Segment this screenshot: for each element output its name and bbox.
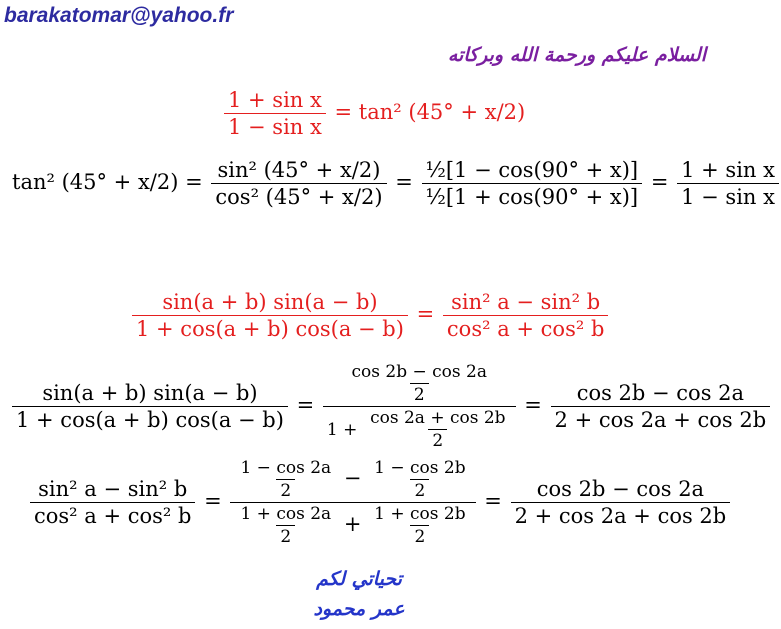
proof-2b-rhs-denominator: 2 + cos 2a + cos 2b: [511, 502, 731, 528]
proof-2b-fraction-c-bottom: 2: [276, 525, 295, 547]
proof-1-term2-numerator: sin² (45° + x/2): [217, 158, 381, 182]
proof-2a-rhs: [551, 381, 771, 432]
proof-2a-lhs-denominator: 1 + cos(a + b) cos(a − b): [12, 406, 288, 432]
proof-2a-middle-numerator-bottom: 2: [410, 383, 429, 405]
identity-2-lhs-numerator: sin(a + b) sin(a − b): [162, 290, 378, 314]
identity-1-lhs: [224, 88, 326, 139]
identity-1-numerator: 1 + sin x: [228, 88, 322, 112]
identity-2: $\frac{\sin(a + b) \sin(a - b)}{1 + \cos(a + b) \cos(a - b)}$ = $\frac{\text{sin² a − sin² b}}{\text{cos² a + cos² b}}$: [130, 290, 610, 341]
proof-2b-fraction-b-bottom: 2: [410, 479, 429, 501]
proof-2b-lhs-denominator: cos² a + cos² b: [30, 502, 195, 528]
proof-2b-fraction-b: [370, 458, 469, 501]
proof-1-term4: [677, 158, 779, 209]
identity-2-rhs-numerator: sin² a − sin² b: [451, 290, 601, 314]
identity-2-lhs: [132, 290, 408, 341]
identity-2-lhs-denominator: 1 + cos(a + b) cos(a − b): [132, 315, 408, 341]
proof-1-term3: [422, 158, 643, 209]
proof-2b-fraction-d-bottom: 2: [410, 525, 429, 547]
footer-author-name: عمر محمود: [313, 598, 405, 620]
proof-2a-middle-numerator: [348, 362, 491, 405]
proof-2b-fraction-d: [370, 504, 469, 547]
proof-2a-middle-denominator: [366, 408, 509, 451]
identity-2-rhs-denominator: cos² a + cos² b: [443, 315, 608, 341]
proof-2b-fraction-d-top: 1 + cos 2b: [374, 504, 466, 524]
proof-2b-fraction-a: [236, 458, 335, 501]
proof-1-term3-numerator: ½[1 − cos(90° + x)]: [425, 158, 639, 182]
proof-2a-middle: [323, 362, 516, 451]
proof-2a-lhs-numerator: sin(a + b) sin(a − b): [42, 381, 258, 405]
proof-1: tan² (45° + x/2) = $\frac{\text{sin² (45° + x/2)}}{\text{cos² (45° + x/2)}}$ = $\frac{\text{½[1 − cos(90° + x)]}}{\text{½[1 + cos(90° + x)]}}$ = $\frac{\text{1 + sin x}}{\text{1 − sin x}}$: [12, 158, 781, 209]
proof-2b-rhs-numerator: cos 2b − cos 2a: [536, 477, 705, 501]
author-email: barakatomar@yahoo.fr: [4, 4, 234, 27]
proof-2b: $\frac{\text{sin² a − sin² b}}{\text{cos² a + cos² b}}$ = $\frac{1 - \cos 2a}{2}$ − $\frac{1 - \cos 2b}{2}$ $\frac{1 + \cos 2a}{2}$ + $\frac{1 + \cos 2b}{2}$ = $\frac{\cos 2b - \cos 2a}{2 + \cos 2a + \cos 2b}$: [28, 458, 732, 547]
proof-2a-middle-denominator-one: 1 +: [326, 420, 358, 440]
proof-1-term1: tan² (45° + x/2): [12, 170, 179, 194]
proof-2b-fraction-a-bottom: 2: [276, 479, 295, 501]
proof-2b-middle: $\frac{1 - \cos 2a}{2}$ − $\frac{1 - \cos 2b}{2}$ $\frac{1 + \cos 2a}{2}$ + $\frac{1 + \cos 2b}{2}$: [230, 458, 475, 547]
identity-1: [222, 88, 525, 139]
arabic-greeting: السلام عليكم ورحمة الله وبركاته: [447, 44, 706, 66]
proof-2a-middle-denominator-bottom: 2: [428, 429, 447, 451]
identity-1-denominator: 1 − sin x: [224, 113, 326, 139]
proof-2a: $\frac{\sin(a + b) \sin(a - b)}{1 + \cos(a + b) \cos(a - b)}$ = $\frac{\cos 2b - \cos 2a}{2}$ 1 + $\frac{\cos 2a + \cos 2b}{2}$ = $\frac{\cos 2b - \cos 2a}{2 + \cos 2a + \cos 2b}$: [10, 362, 772, 451]
proof-2a-rhs-denominator: 2 + cos 2a + cos 2b: [551, 406, 771, 432]
proof-2a-rhs-numerator: cos 2b − cos 2a: [576, 381, 745, 405]
proof-2b-fraction-a-top: 1 − cos 2a: [240, 458, 332, 478]
proof-2a-middle-denominator-top: cos 2a + cos 2b: [370, 408, 506, 428]
proof-1-term3-denominator: ½[1 + cos(90° + x)]: [422, 183, 643, 209]
proof-1-term2-denominator: cos² (45° + x/2): [211, 183, 386, 209]
proof-2b-fraction-c: [236, 504, 335, 547]
proof-2b-fraction-c-top: 1 + cos 2a: [240, 504, 332, 524]
identity-2-rhs: [443, 290, 608, 341]
proof-1-term4-denominator: 1 − sin x: [677, 183, 779, 209]
proof-2b-lhs: [30, 477, 195, 528]
proof-2b-rhs: [511, 477, 731, 528]
proof-2b-fraction-b-top: 1 − cos 2b: [374, 458, 466, 478]
footer-greeting: تحياتي لكم: [316, 568, 402, 590]
proof-2b-lhs-numerator: sin² a − sin² b: [38, 477, 188, 501]
proof-1-term4-numerator: 1 + sin x: [681, 158, 775, 182]
proof-2a-lhs: [12, 381, 288, 432]
proof-1-term2: [211, 158, 386, 209]
identity-1-rhs: = tan² (45° + x/2): [334, 100, 526, 124]
proof-2a-middle-numerator-top: cos 2b − cos 2a: [351, 362, 487, 382]
